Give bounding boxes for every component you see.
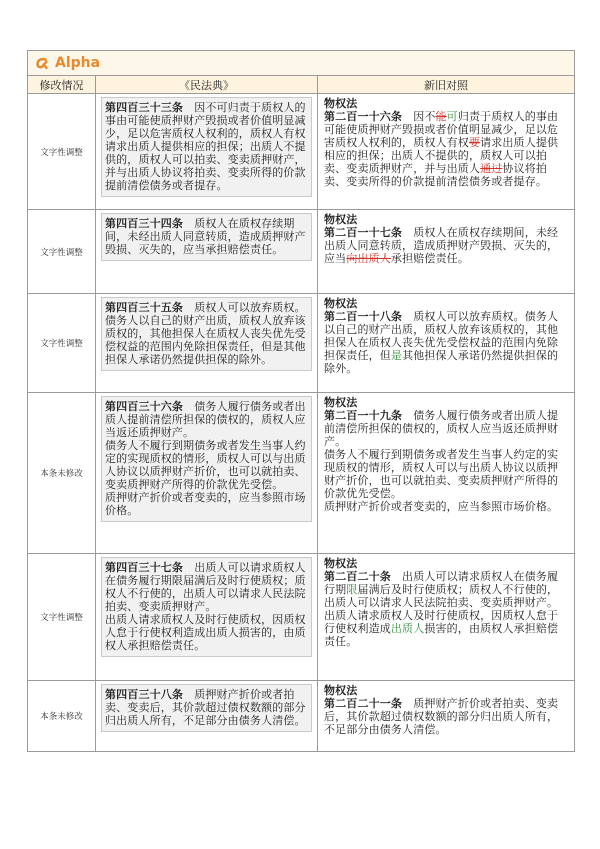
article-number: 第四百三十四条 xyxy=(105,217,184,230)
civil-code-cell xyxy=(96,554,318,680)
law-name: 物权法 xyxy=(324,396,358,409)
old-article-number: 第二百二十一条 xyxy=(324,697,403,710)
civil-code-cell xyxy=(96,681,318,751)
article-number: 第四百三十六条 xyxy=(105,400,184,413)
old-article-text: 物权法 第二百二十条 出质人可以请求质权人在债务履行期限届满后及时行使质权；质权人不行使的，出质人可以请求人民法院拍卖、变卖质押财产。 出质人请求质权人及时行使质权，因质权人怠于行使权利造成出质人损害的，由质权人承担赔偿责任。 xyxy=(321,554,569,652)
status-cell: 文字性调整 xyxy=(28,210,96,293)
brand-bar xyxy=(28,51,574,76)
article-number: 第四百三十八条 xyxy=(105,688,184,701)
added-text: 出质人 xyxy=(390,622,425,635)
header-comparison: 新旧对照 xyxy=(424,78,468,92)
old-article-text: 物权法 第二百一十八条 质权人可以放弃质权。债务人以自己的财产出质，质权人放弃该质权的，其他担保人在质权人丧失优先受偿权益的范围内免除担保责任，但是其他担保人承诺仍然提供担保的除外。 xyxy=(321,294,569,379)
article-text: 第四百三十五条 质权人可以放弃质权。债务人以自己的财产出质，质权人放弃该质权的，其他担保人在质权人丧失优先受偿权益的范围内免除担保责任，但是其他担保人承诺仍然提供担保的除外。 xyxy=(101,297,312,371)
old-article-number: 第二百一十八条 xyxy=(324,310,403,323)
civil-code-cell xyxy=(96,210,318,293)
law-name: 物权法 xyxy=(324,97,358,110)
law-name: 物权法 xyxy=(324,557,358,570)
comparison-cell xyxy=(318,294,574,392)
brand-name: Alpha xyxy=(55,55,101,71)
alpha-logo-icon xyxy=(34,55,50,71)
comparison-cell xyxy=(318,554,574,680)
table-header xyxy=(28,76,574,94)
civil-code-cell xyxy=(96,393,318,553)
table-row xyxy=(28,681,574,751)
civil-code-cell xyxy=(96,294,318,392)
status-cell: 文字性调整 xyxy=(28,94,96,209)
deleted-text: 通过 xyxy=(480,162,503,175)
article-text: 第四百三十六条 债务人履行债务或者出质人提前清偿所担保的债权的，质权人应当返还质押财产。 债务人不履行到期债务或者发生当事人约定的实现质权的情形，质权人可以与出质人协议以质押财产折价，也可以就拍卖、变卖质押财产所得的价款优先受偿。 质押财产折价或者变卖的，应当参照市场价格。 xyxy=(101,396,312,522)
header-civil-code: 《民法典》 xyxy=(96,76,318,93)
old-article-number: 第二百二十条 xyxy=(324,570,391,583)
old-article-number: 第二百一十六条 xyxy=(324,110,403,123)
old-article-text: 物权法 第二百二十一条 质押财产折价或者拍卖、变卖后，其价款超过债权数额的部分归出质人所有，不足部分由债务人清偿。 xyxy=(321,681,569,740)
status-cell: 文字性调整 xyxy=(28,554,96,680)
article-number: 第四百三十五条 xyxy=(105,301,184,314)
article-text: 第四百三十八条 质押财产折价或者拍卖、变卖后，其价款超过债权数额的部分归出质人所有，不足部分由债务人清偿。 xyxy=(101,684,312,732)
table-row xyxy=(28,554,574,681)
comparison-table xyxy=(27,50,575,752)
table-row xyxy=(28,393,574,554)
law-name: 物权法 xyxy=(324,684,358,697)
deleted-text: 能 xyxy=(435,110,447,123)
status-cell: 本条未修改 xyxy=(28,393,96,553)
comparison-cell xyxy=(318,393,574,553)
status-cell: 文字性调整 xyxy=(28,294,96,392)
law-name: 物权法 xyxy=(324,213,358,226)
article-text: 第四百三十七条 出质人可以请求质权人在债务履行期限届满后及时行使质权；质权人不行使的，出质人可以请求人民法院拍卖、变卖质押财产。 出质人请求质权人及时行使质权，因质权人怠于行使权利造成出质人损害的，由质权人承担赔偿责任。 xyxy=(101,557,312,657)
civil-code-cell xyxy=(96,94,318,209)
old-article-text: 物权法 第二百一十六条 因不能可归责于质权人的事由可能使质押财产毁损或者价值明显减少，足以危害质权人权利的，质权人有权要请求出质人提供相应的担保；出质人不提供的，质权人可以拍卖、变卖质押财产，并与出质人通过协议将拍卖、变卖所得的价款提前清偿债务或者提存。 xyxy=(321,94,569,192)
deleted-text: 向出质人 xyxy=(346,252,391,265)
table-row xyxy=(28,210,574,294)
old-article-text: 物权法 第二百一十九条 债务人履行债务或者出质人提前清偿所担保的债权的，质权人应当返还质押财产。 债务人不履行到期债务或者发生当事人约定的实现质权的情形，质权人可以与出质人协议以质押财产折价，也可以就拍卖、变卖质押财产所得的价款优先受偿。 质押财产折价或者变卖的，应当参照市场价格。 xyxy=(321,393,569,517)
table-row xyxy=(28,94,574,210)
comparison-cell xyxy=(318,210,574,293)
table-row xyxy=(28,294,574,393)
comparison-cell xyxy=(318,681,574,751)
added-text: 是 xyxy=(390,349,403,362)
article-text: 第四百三十三条 因不可归责于质权人的事由可能使质押财产毁损或者价值明显减少，足以危害质权人权利的，质权人有权请求出质人提供相应的担保；出质人不提供的，质权人可以拍卖、变卖质押财产，并与出质人协议将拍卖、变卖所得的价款提前清偿债务或者提存。 xyxy=(101,97,312,197)
old-article-text: 物权法 第二百一十七条 质权人在质权存续期间，未经出质人同意转质，造成质押财产毁损、灭失的，应当向出质人承担赔偿责任。 xyxy=(321,210,569,269)
article-number: 第四百三十七条 xyxy=(105,561,184,574)
old-article-number: 第二百一十七条 xyxy=(324,226,403,239)
status-cell: 本条未修改 xyxy=(28,681,96,751)
deleted-text: 要 xyxy=(468,136,481,149)
old-article-number: 第二百一十九条 xyxy=(324,409,403,422)
article-text: 第四百三十四条 质权人在质权存续期间，未经出质人同意转质，造成质押财产毁损、灭失的，应当承担赔偿责任。 xyxy=(101,213,312,261)
header-status: 修改情况 xyxy=(28,76,96,93)
article-number: 第四百三十三条 xyxy=(105,101,184,114)
added-text: 可 xyxy=(446,110,458,123)
added-text: 限 xyxy=(346,583,358,596)
law-name: 物权法 xyxy=(324,297,358,310)
comparison-cell xyxy=(318,94,574,209)
